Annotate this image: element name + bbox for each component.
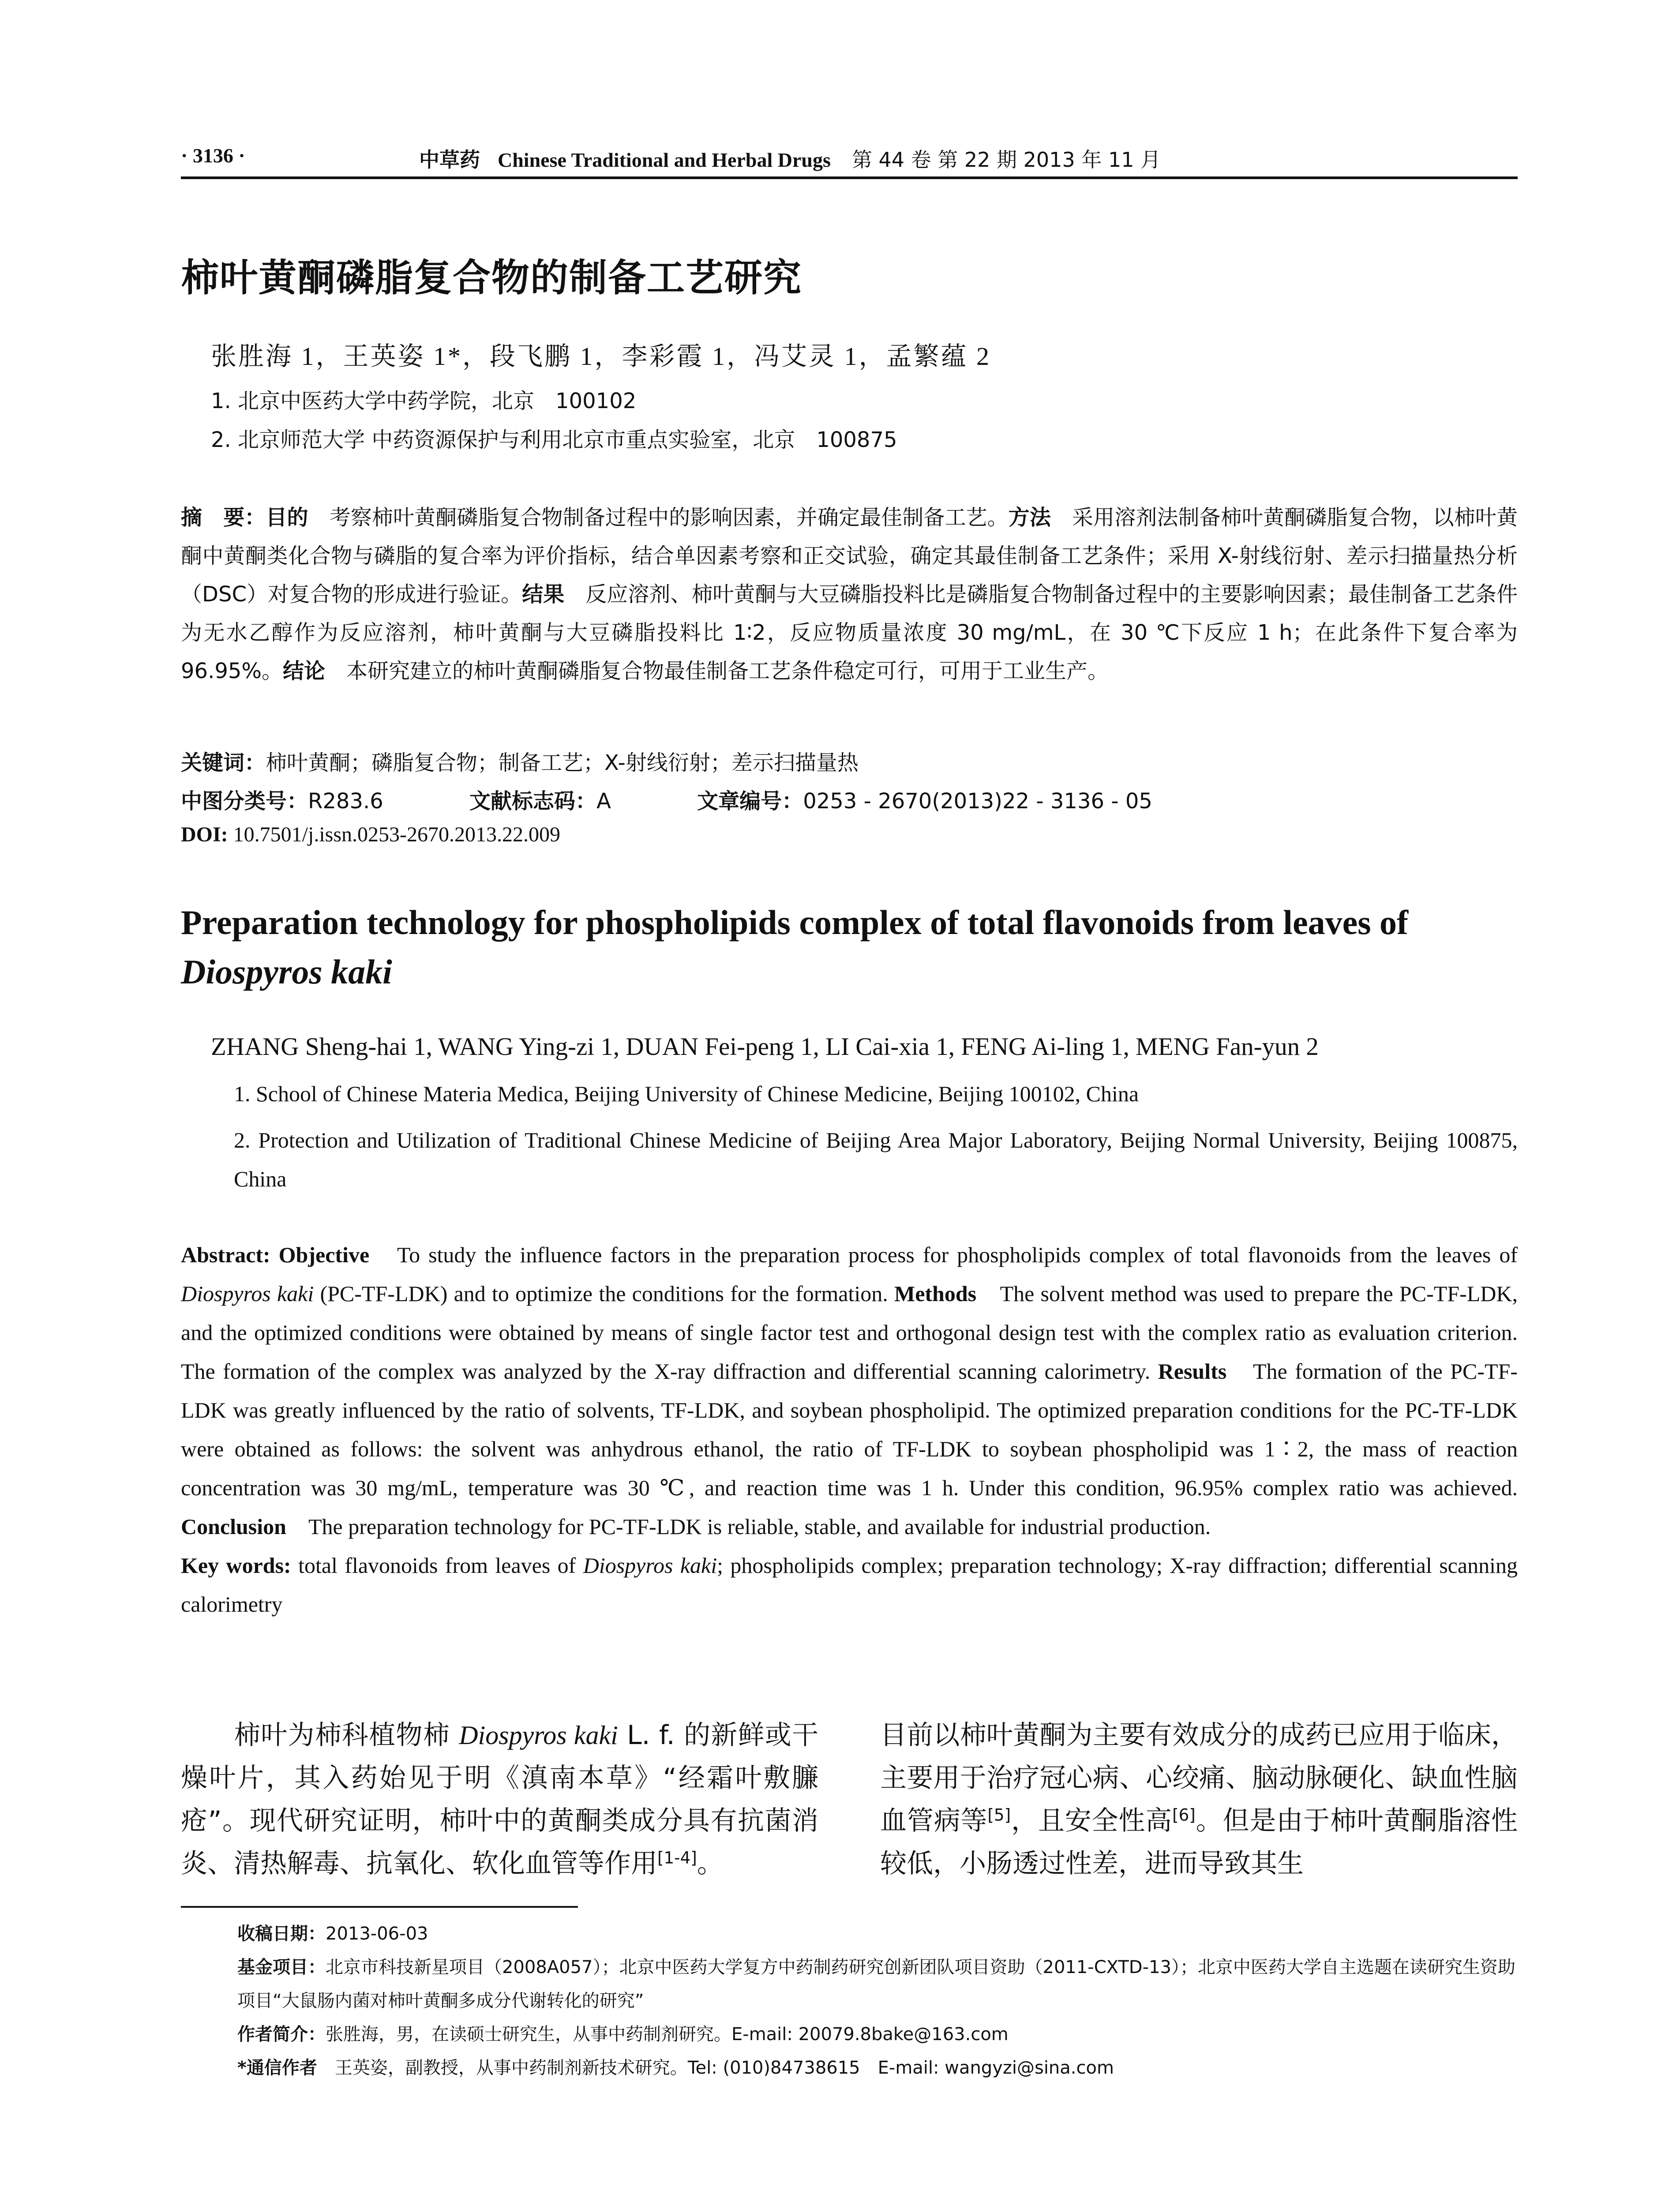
cn-abstract <box>181 499 1518 690</box>
body-left-species: Diospyros kaki <box>459 1721 618 1750</box>
en-title <box>181 898 1518 997</box>
body-left-a: 柿叶为柿科植物柿 <box>234 1720 459 1751</box>
en-objective-a: To study the influence factors in the preparation process for phospholipids complex of total flavonoids from the leaves of <box>369 1242 1518 1267</box>
cn-conclusion: 本研究建立的柿叶黄酮磷脂复合物最佳制备工艺条件稳定可行，可用于工业生产。 <box>325 659 1109 683</box>
page-number: · 3136 · <box>181 144 245 167</box>
en-results-label: Results <box>1158 1359 1227 1384</box>
cn-methods: 采用溶剂法制备柿叶黄酮磷脂复合物，以柿叶黄酮中黄酮类化合物与磷脂的复合率为评价指标，结合单因素考察和正交试验，确定其最佳制备工艺条件；采用 X-射线衍射、差示扫描量热分析（DSC）对复合物的形成进行验证。 <box>181 505 1518 607</box>
cn-results-label: 结果 <box>522 582 565 607</box>
en-methods: The solvent method was used to prepare the PC-TF-LDK, and the optimized conditions were obtained by means of single factor test and orthogonal design test with the complex ratio as evaluation criterion. The formation of the complex was analyzed by the X-ray diffraction and differential scanning calorimetry. <box>181 1281 1518 1384</box>
en-conclusion-label: Conclusion <box>181 1514 286 1539</box>
corresponding-label: *通信作者 <box>237 2058 317 2078</box>
en-affiliation-1: 1. School of Chinese Materia Medica, Beijing University of Chinese Medicine, Beijing 100102, China <box>234 1081 1139 1106</box>
citation-6: [6] <box>1172 1805 1196 1825</box>
issue-info: 第 44 卷 第 22 期 2013 年 11 月 <box>851 148 1161 172</box>
article-no-label: 文章编号： <box>697 789 803 814</box>
body-left-end: 。 <box>697 1848 724 1879</box>
cn-methods-label: 方法 <box>1008 505 1051 530</box>
doi-label: DOI: <box>181 823 228 846</box>
body-left-b: L. f. 的新鲜或干燥叶片，其入药始见于明《滇南本草》“经霜叶敷臁疮”。现代研究证明，柿叶中的黄酮类成分具有抗菌消炎、清热解毒、抗氧化、软化血管等作用 <box>181 1720 818 1879</box>
en-keywords-label: Key words: <box>181 1553 291 1578</box>
en-keywords-a: total flavonoids from leaves of <box>291 1553 583 1578</box>
cn-keywords <box>181 746 859 776</box>
cn-title: 柿叶黄酮磷脂复合物的制备工艺研究 <box>181 256 802 300</box>
en-authors: ZHANG Sheng-hai 1, WANG Ying-zi 1, DUAN Fei-peng 1, LI Cai-xia 1, FENG Ai-ling 1, MENG Fan-yun 2 <box>211 1033 1319 1061</box>
corresponding-text: 王英姿，副教授，从事中药制剂新技术研究。Tel: (010)84738615 E-mail: wangyzi@sina.com <box>317 2058 1114 2078</box>
author-bio-label: 作者简介： <box>237 2024 326 2045</box>
cn-keywords-label: 关键词： <box>181 750 266 775</box>
running-header <box>181 140 1499 176</box>
en-affiliation-2: 2. Protection and Utilization of Traditional Chinese Medicine of Beijing Area Major Laboratory, Beijing Normal University, Beijing 100875, China <box>234 1128 1518 1191</box>
header-rule <box>181 176 1518 179</box>
article-no-value: 0253 - 2670(2013)22 - 3136 - 05 <box>803 789 1152 814</box>
body-column-right <box>880 1714 1518 1885</box>
body-right-c: 。但是由于柿叶黄酮脂溶性较低，小肠透过性差，进而导致其生 <box>880 1805 1518 1879</box>
clc-label: 中图分类号： <box>181 789 308 814</box>
body-column-left <box>181 1714 818 1885</box>
funding-text: 北京市科技新星项目（2008A057）；北京中医药大学复方中药制药研究创新团队项目资助（2011-CXTD-13）；北京中医药大学自主选题在读研究生资助项目“大鼠肠内菌对柿叶黄酮多成分代谢转化的研究” <box>237 1957 1515 2011</box>
cn-abstract-label: 摘 要： <box>181 505 266 530</box>
author-bio-text: 张胜海，男，在读硕士研究生，从事中药制剂研究。E-mail: 20079.8bake@163.com <box>326 2024 1009 2045</box>
doi-value: 10.7501/j.issn.0253-2670.2013.22.009 <box>228 823 561 846</box>
en-keywords-b: ; phospholipids complex; preparation technology; X-ray diffraction; differential scanning calorimetry <box>181 1553 1518 1617</box>
cn-objective: 考察柿叶黄酮磷脂复合物制备过程中的影响因素，并确定最佳制备工艺。 <box>308 505 1009 530</box>
cn-affiliation-2: 2. 北京师范大学 中药资源保护与利用北京市重点实验室，北京 100875 <box>211 428 897 452</box>
footnote-rule <box>181 1906 578 1908</box>
en-objective-species: Diospyros kaki <box>181 1281 314 1306</box>
body-right-b: ，且安全性高 <box>1011 1805 1173 1836</box>
journal-line <box>419 144 1161 173</box>
footnote-received <box>181 1917 1518 1951</box>
en-abstract-label: Abstract: Objective <box>181 1242 370 1267</box>
footnote-author <box>181 2018 1518 2051</box>
en-conclusion: The preparation technology for PC-TF-LDK is reliable, stable, and available for industrial production. <box>286 1514 1211 1539</box>
clc-value: R283.6 <box>308 789 383 814</box>
received-date: 2013-06-03 <box>326 1924 428 1944</box>
en-title-species: Diospyros kaki <box>181 953 392 991</box>
doc-code-label: 文献标志码： <box>469 789 597 814</box>
en-results: The formation of the PC-TF-LDK was greatly influenced by the ratio of solvents, TF-LDK, and soybean phospholipid. The optimized preparation conditions for the PC-TF-LDK were obtained as follows: the solvent was anhydrous ethanol, the ratio of TF-LDK to soybean phospholipid was 1∶2, the mass of reaction concentration was 30 mg/mL, temperature was 30 ℃, and reaction time was 1 h. Under this condition, 96.95% complex ratio was achieved. <box>181 1359 1518 1500</box>
journal-name-cn: 中草药 <box>419 148 480 172</box>
cn-conclusion-label: 结论 <box>283 659 326 683</box>
cn-keywords-text: 柿叶黄酮；磷脂复合物；制备工艺；X-射线衍射；差示扫描量热 <box>266 750 859 775</box>
received-label: 收稿日期： <box>237 1924 326 1944</box>
citation-5: [5] <box>987 1805 1011 1825</box>
cn-authors: 张胜海 1，王英姿 1*，段飞鹏 1，李彩霞 1，冯艾灵 1，孟繁蕴 2 <box>211 342 991 371</box>
body-right-a: 目前以柿叶黄酮为主要有效成分的成药已应用于临床，主要用于治疗冠心病、心绞痛、脑动脉硬化、缺血性脑血管病等 <box>880 1720 1518 1836</box>
cn-classification-line <box>181 784 1152 814</box>
en-keywords-species: Diospyros kaki <box>583 1553 717 1578</box>
en-title-main: Preparation technology for phospholipids complex of total flavonoids from leaves of <box>181 903 1409 942</box>
cn-objective-label: 目的 <box>266 505 308 530</box>
journal-name-en: Chinese Traditional and Herbal Drugs <box>498 149 831 171</box>
doc-code-value: A <box>596 789 611 814</box>
footnote-funding <box>181 1951 1518 2018</box>
footnote-corresponding <box>181 2051 1518 2085</box>
en-objective-b: (PC-TF-LDK) and to optimize the conditions for the formation. <box>314 1281 894 1306</box>
cn-affiliation-1: 1. 北京中医药大学中药学院，北京 100102 <box>211 389 637 413</box>
en-abstract <box>181 1235 1518 1624</box>
doi-line <box>181 822 560 847</box>
en-methods-label: Methods <box>894 1281 977 1306</box>
citation-1-4: [1-4] <box>657 1848 697 1868</box>
cn-results: 反应溶剂、柿叶黄酮与大豆磷脂投料比是磷脂复合物制备过程中的主要影响因素；最佳制备工艺条件为无水乙醇作为反应溶剂，柿叶黄酮与大豆磷脂投料比 1∶2，反应物质量浓度 30 mg/mL，在 30 ℃下反应 1 h；在此条件下复合率为 96.95%。 <box>181 582 1518 683</box>
funding-label: 基金项目： <box>237 1957 326 1977</box>
